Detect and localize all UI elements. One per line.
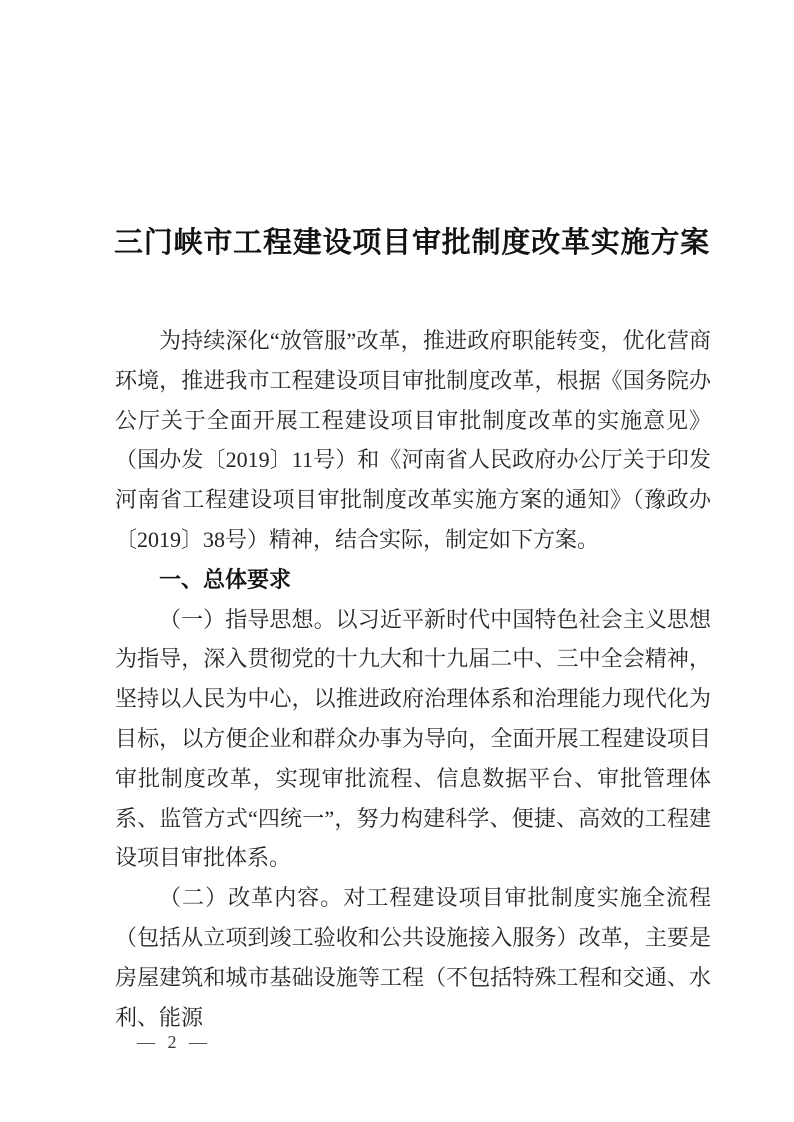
paragraph-intro: 为持续深化“放管服”改革，推进政府职能转变，优化营商环境，推进我市工程建设项目审批制度改革，根据《国务院办公厅关于全面开展工程建设项目审批制度改革的实施意见》（国办发〔2019〕11号）和《河南省人民政府办公厅关于印发河南省工程建设项目审批制度改革实施方案的通知》（豫政办〔2019〕38号）精神，结合实际，制定如下方案。 <box>115 328 711 552</box>
section-heading-overall-requirements: 一、总体要求 <box>159 566 292 592</box>
paragraph-guiding-ideology: （一）指导思想。以习近平新时代中国特色社会主义思想为指导，深入贯彻党的十九大和十九届二中、三中全会精神，坚持以人民为中心，以推进政府治理体系和治理能力现代化为目标，以方便企业和群众办事为导向，全面开展工程建设项目审批制度改革，实现审批流程、信息数据平台、审批管理体系、监管方式“四统一”，努力构建科学、便捷、高效的工程建设项目审批体系。 <box>115 606 711 871</box>
page-number: — 2 — <box>137 1032 211 1052</box>
document-body <box>115 321 711 1037</box>
document-title: 三门峡市工程建设项目审批制度改革实施方案 <box>113 227 710 259</box>
paragraph-reform-content: （二）改革内容。对工程建设项目审批制度实施全流程（包括从立项到竣工验收和公共设施接入服务）改革，主要是房屋建筑和城市基础设施等工程（不包括特殊工程和交通、水利、能源 <box>115 885 711 1030</box>
